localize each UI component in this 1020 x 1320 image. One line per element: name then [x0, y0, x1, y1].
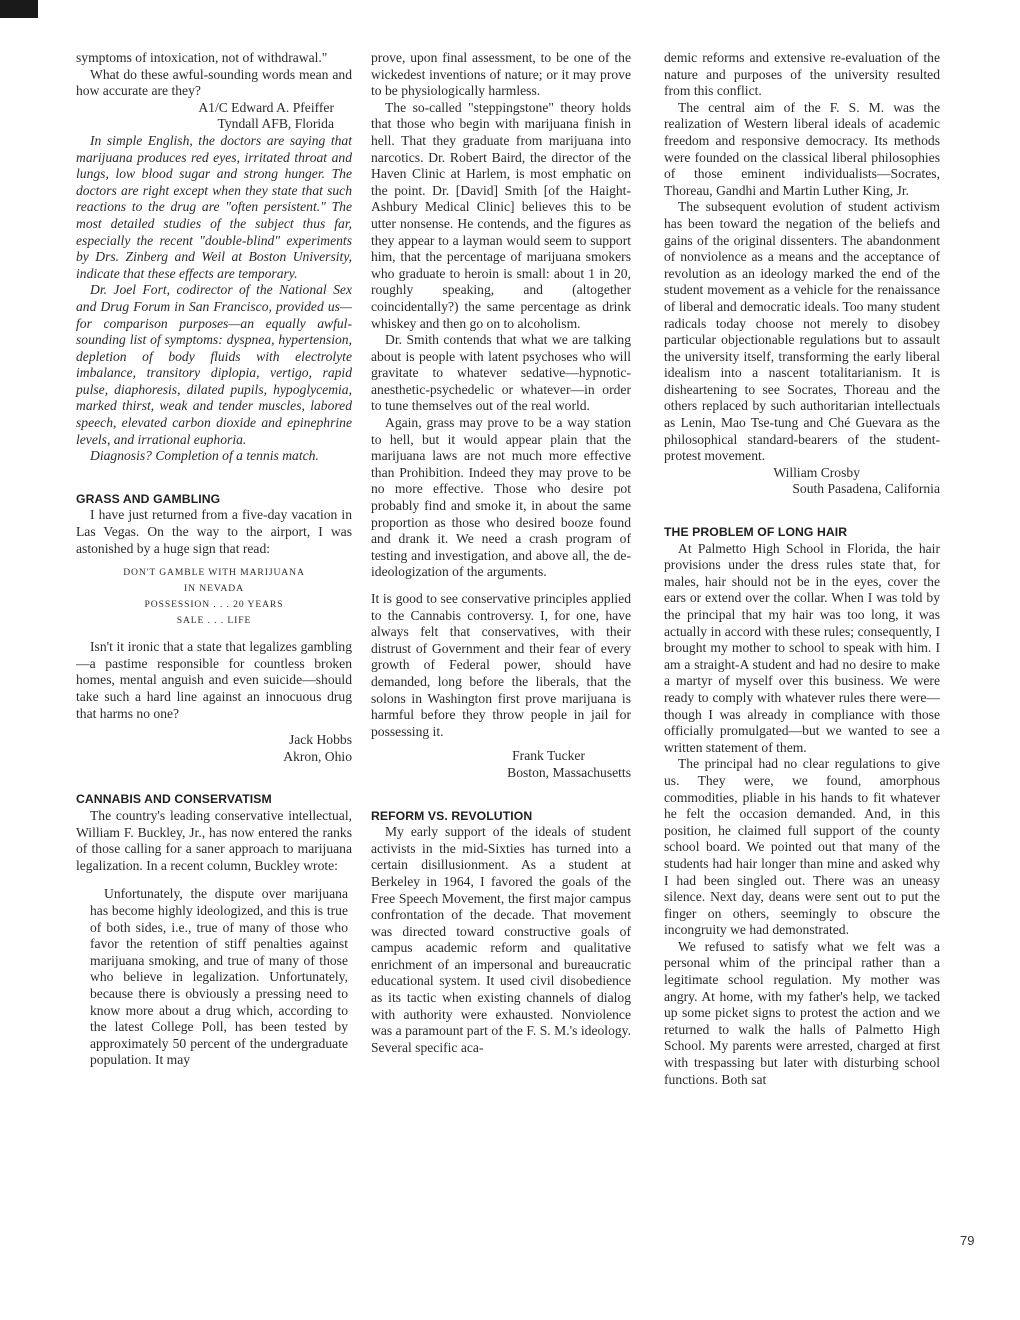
paragraph: Isn't it ironic that a state that legalizes gambling—a pastime responsible for countless broken homes, mental anguish and even suicide—should take such a hard line against an innocuous drug that harms no one?: [76, 639, 352, 721]
letter-signature: [76, 100, 352, 133]
sign-line: IN NEVADA: [184, 583, 244, 595]
paragraph: The central aim of the F. S. M. was the realization of Western liberal ideals of academic freedom and responsive democracy. Its methods were founded on the classical liberal philosophies of those eminent individualists—Socrates, Thoreau, Gandhi and Martin Luther King, Jr.: [664, 99, 940, 198]
sign-line: SALE . . . LIFE: [176, 615, 252, 627]
letter-signature: [664, 465, 940, 498]
letter-signature: [371, 748, 631, 781]
section-heading: GRASS AND GAMBLING: [76, 491, 221, 506]
section-heading: CANNABIS AND CONSERVATISM: [76, 792, 272, 807]
editor-reply: Dr. Joel Fort, codirector of the National Sex and Drug Forum in San Francisco, provided us—for comparison purposes—an equally awful-sounding list of symptoms: dyspnea, hypertension, depletion of body fluids with electrolyte imbalance, transitory diplopia, vertigo, rapid pulse, diaphoresis, dilated pupils, hypoglycemia, marked thirst, weak and tender muscles, labored speech, elevated carbon dioxide and epinephrine levels, and irrational euphoria.: [76, 282, 352, 447]
editor-reply: In simple English, the doctors are saying that marijuana produces red eyes, irritated throat and lungs, low blood sugar and strong hunger. The doctors are right except when they state that such reactions to the drug are "often persistent." The most detailed studies of the subject thus far, especially the recent "double-blind" experiments by Drs. Zinberg and Weil at Boston University, indicate that these effects are temporary.: [76, 132, 352, 281]
signature-place: South Pasadena, California: [792, 481, 940, 497]
paragraph: Dr. Smith contends that what we are talking about is people with latent psychoses who will gravitate to whatever sedative—hypnotic-anesthetic-psychedelic or whatever—in order to tune themselves out of the real world.: [371, 332, 631, 414]
signature-name: A1/C Edward A. Pfeiffer: [198, 99, 334, 115]
signature-name: William Crosby: [773, 464, 860, 480]
signature-place: Tyndall AFB, Florida: [217, 116, 334, 132]
quoted-sign: [76, 565, 352, 629]
signature-place: Boston, Massachusetts: [507, 764, 631, 780]
paragraph: Again, grass may prove to be a way station to hell, but it would appear plain that the marijuana laws are not much more effective than Prohibition. Indeed they may prove to be no more effective. Those who desire pot probably find and smoke it, in about the same proportion as those who desired booze found and drank it. We need a crash program of testing and investigation, and above all, the de-ideologization of the arguments.: [371, 415, 631, 580]
column-right: [664, 50, 940, 1088]
paragraph: symptoms of intoxication, not of withdrawal.": [76, 50, 328, 65]
page-corner-mark: [0, 0, 38, 18]
sign-line: DON'T GAMBLE WITH MARIJUANA: [123, 567, 305, 579]
paragraph: The so-called "steppingstone" theory holds that those who begin with marijuana finish in hell. That they graduate from marijuana into narcotics. Dr. Robert Baird, the director of the Haven Clinic at Harlem, is most emphatic on the point. Dr. [David] Smith [of the Haight-Ashbury Medical Clinic] believes this to be utter nonsense. He contends, and the figures as they appear to a layman would seem to support him, that the percentage of marijuana smokers who graduate to heroin is small: about 1 in 20, roughly speaking, and (altogether coincidentally?) the same percentage as drink whiskey and then go on to alcoholism.: [371, 99, 631, 331]
letter-signature: [76, 732, 352, 765]
paragraph: prove, upon final assessment, to be one of the wickedest inventions of nature; or it may prove to be physiologically harmless.: [371, 50, 631, 99]
paragraph: At Palmetto High School in Florida, the hair provisions under the dress rules state that, for males, hair should not be in the eyes, cover the ears or extend over the collar. When I was told by the principal that my hair was too long, it was actually in accord with these rules; consequently, I brought my mother to school to speak with him. I am a straight-A student and had no desire to make a martyr of myself over this business. We were ready to comply with whatever rules there were—though I was already in compliance with those officially promulgated—but we wanted to see a written statement of them.: [664, 540, 940, 755]
paragraph: The principal had no clear regulations to give us. They were, we found, amorphous commodities, pliable in his hands to fit whatever he felt the occasion demanded. And, in this position, he claimed full support of the county school board. We pointed out that many of the students had hair longer than mine and asked why I had been singled out. There was an uneasy silence. Next day, deans were sent out to put the finger on others, seemingly to obscure the incongruity we had demonstrated.: [664, 756, 940, 938]
signature-name: Frank Tucker: [512, 748, 585, 764]
paragraph: I have just returned from a five-day vacation in Las Vegas. On the way to the airport, I was astonished by a huge sign that read:: [76, 507, 352, 556]
section-heading: REFORM VS. REVOLUTION: [371, 808, 533, 823]
paragraph: It is good to see conservative principles applied to the Cannabis controversy. I, for one, have always felt that conservatives, with their distrust of Government and their fear of every growth of Federal power, should have demanded, long before the liberals, that the solons in Washington first prove marijuana is harmful before they throw people in jail for possessing it.: [371, 591, 631, 739]
paragraph: We refused to satisfy what we felt was a personal whim of the principal rather than a legitimate school regulation. My mother was angry. At home, with my father's help, we tacked up some picket signs to protest the action and we returned to walk the halls of Palmetto High School. My parents were arrested, charged at first with trespassing but later with disturbing school functions. Both sat: [664, 938, 940, 1087]
signature-name: Jack Hobbs: [288, 732, 352, 748]
signature-place: Akron, Ohio: [283, 748, 352, 764]
column-left: [76, 50, 352, 1069]
sign-line: POSSESSION . . . 20 YEARS: [144, 599, 284, 611]
paragraph: demic reforms and extensive re-evaluation of the nature and purposes of the university resulted from this conflict.: [664, 50, 940, 99]
paragraph: The subsequent evolution of student activism has been toward the negation of the beliefs and gains of the original dissenters. The abandonment of nonviolence as a means and the acceptance of revolution as an ideology marked the end of the student movement as a vehicle for the renaissance of liberal and democratic ideals. Too many student radicals today choose not merely to disobey particular objectionable regulations but to assault the university itself, transforming the early liberal idealism into a nascent totalitarianism. It is disheartening to see Socrates, Thoreau and the others replaced by such authoritarian intellectuals as Lenin, Mao Tse-tung and Ché Guevara as the philosophical standard-bearers of the student-protest movement.: [664, 199, 940, 464]
paragraph: The country's leading conservative intellectual, William F. Buckley, Jr., has now entered the ranks of those calling for a saner approach to marijuana legalization. In a recent column, Buckley wrote:: [76, 807, 352, 873]
block-quote: Unfortunately, the dispute over marijuana has become highly ideologized, and this is true of both sides, i.e., true of many of those who favor the retention of stiff penalties against marijuana smoking, and true of many of those who believe in legalization. Unfortunately, because there is obviously a pressing need to know more about a drug which, according to the latest College Poll, has been tested by approximately 50 percent of the undergraduate population. It may: [90, 886, 348, 1068]
page-number: 79: [960, 1233, 975, 1248]
paragraph: What do these awful-sounding words mean and how accurate are they?: [76, 66, 352, 99]
editor-reply: Diagnosis? Completion of a tennis match.: [90, 448, 319, 464]
column-middle: [371, 50, 631, 1056]
paragraph: My early support of the ideals of student activists in the mid-Sixties has turned into a certain disillusionment. As a student at Berkeley in 1964, I favored the goals of the Free Speech Movement, the first major campus confrontation of the decade. That movement was directed toward constructive goals of campus academic reform and qualitative enrichment of an impersonal and bureaucratic educational system. It used civil disobedience as its tactic when existing channels of dialog with authority were exhausted. Nonviolence was a paramount part of the F. S. M.'s ideology. Several specific aca-: [371, 824, 631, 1055]
section-heading: THE PROBLEM OF LONG HAIR: [664, 525, 848, 540]
